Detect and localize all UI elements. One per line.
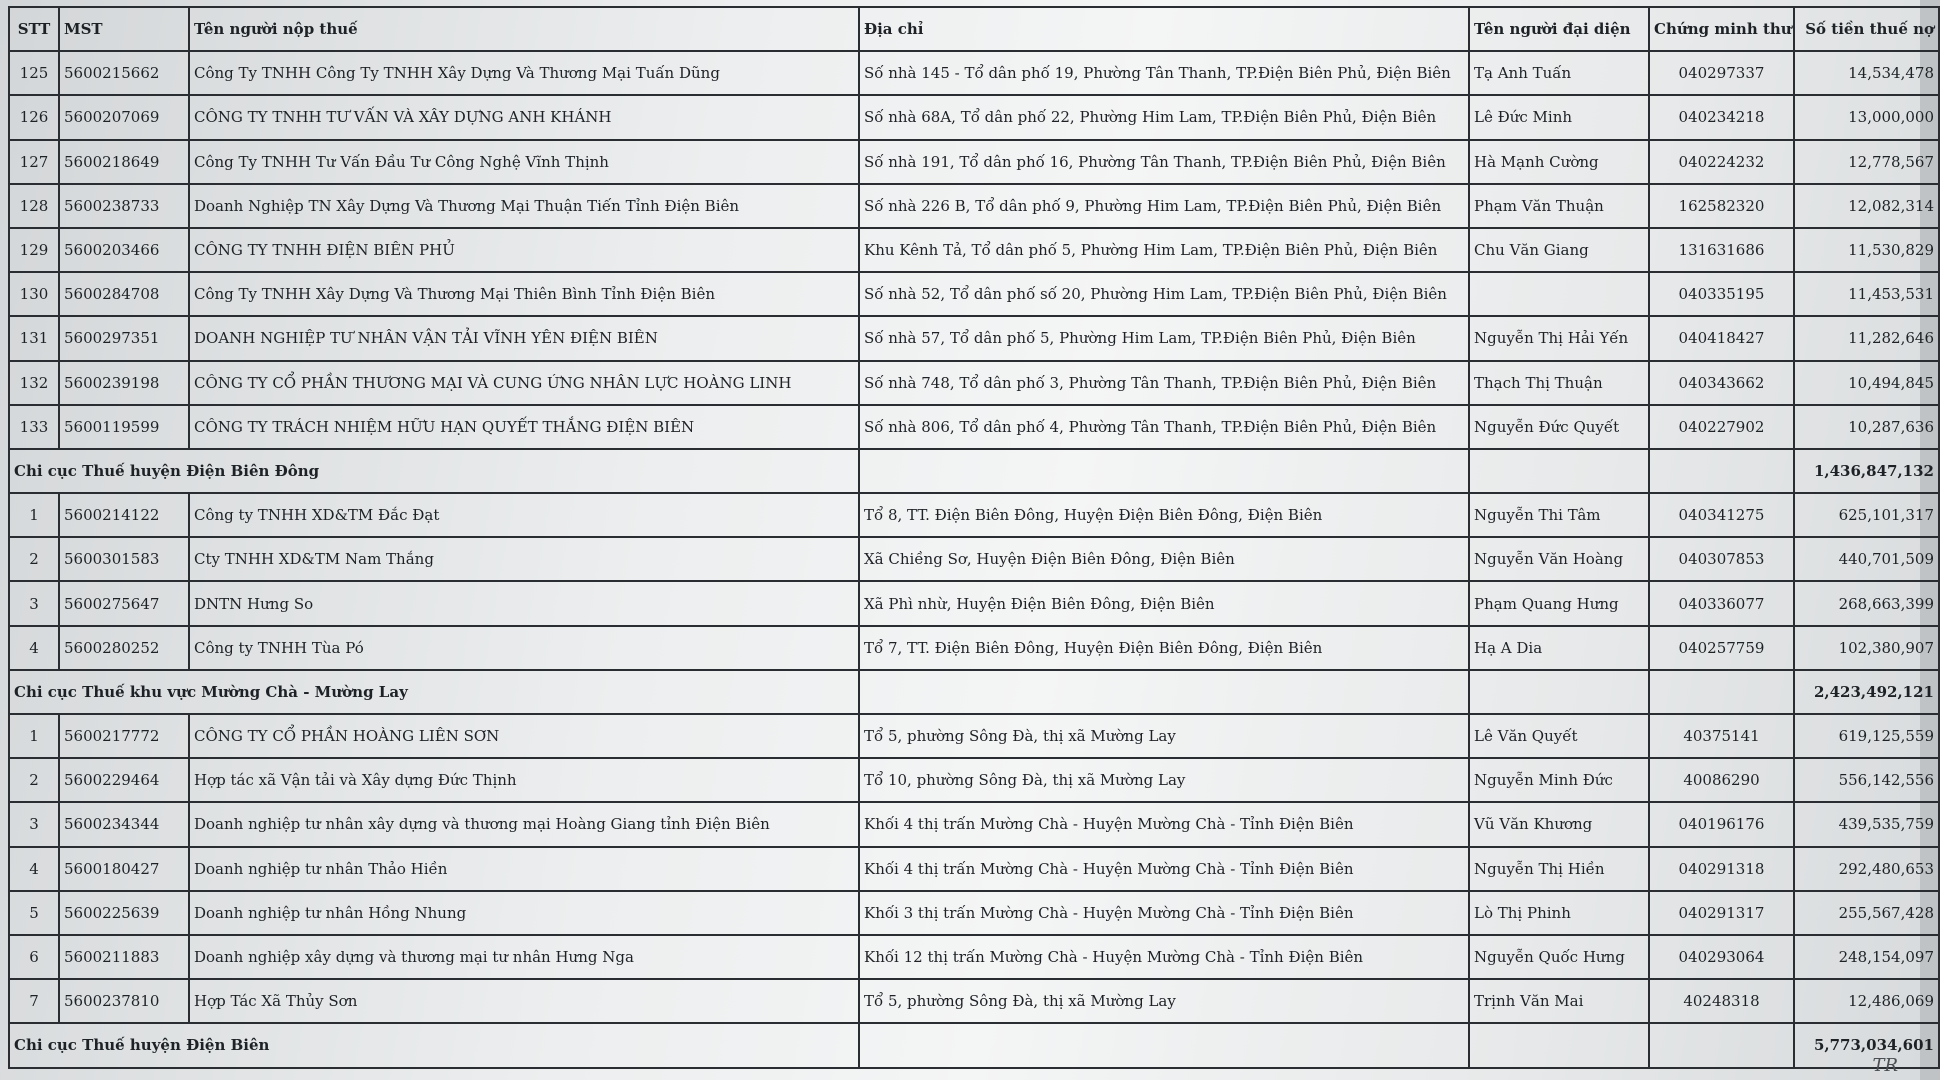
debt-cell: 556,142,556: [1794, 758, 1939, 802]
group-name-cell: Chi cục Thuế huyện Điện Biên: [9, 1023, 859, 1067]
mst-cell: 5600180427: [59, 847, 189, 891]
taxpayer-name-cell: Doanh nghiệp tư nhân Thảo Hiền: [189, 847, 859, 891]
taxpayer-name-cell: Công ty TNHH XD&TM Đắc Đạt: [189, 493, 859, 537]
mst-cell: 5600225639: [59, 891, 189, 935]
address-cell: Xã Phì nhừ, Huyện Điện Biên Đông, Điện Biên: [859, 581, 1469, 625]
taxpayer-name-cell: Công Ty TNHH Tư Vấn Đầu Tư Công Nghệ Vĩnh Thịnh: [189, 140, 859, 184]
empty-cell: [1469, 449, 1649, 493]
id-card-cell: 040291318: [1649, 847, 1794, 891]
id-card-cell: 040293064: [1649, 935, 1794, 979]
stt-cell: 1: [9, 493, 59, 537]
mst-cell: 5600218649: [59, 140, 189, 184]
representative-cell: Nguyễn Thi Tâm: [1469, 493, 1649, 537]
taxpayer-name-cell: Hợp Tác Xã Thủy Sơn: [189, 979, 859, 1023]
taxpayer-name-cell: CÔNG TY TNHH ĐIỆN BIÊN PHỦ: [189, 228, 859, 272]
table-row: [9, 891, 1939, 935]
address-cell: Số nhà 57, Tổ dân phố 5, Phường Him Lam, TP.Điện Biên Phủ, Điện Biên: [859, 316, 1469, 360]
table-row: [9, 847, 1939, 891]
id-card-cell: 040336077: [1649, 581, 1794, 625]
mst-cell: 5600297351: [59, 316, 189, 360]
address-cell: Số nhà 226 B, Tổ dân phố 9, Phường Him Lam, TP.Điện Biên Phủ, Điện Biên: [859, 184, 1469, 228]
stt-cell: 128: [9, 184, 59, 228]
group-row: [9, 449, 1939, 493]
empty-cell: [1469, 670, 1649, 714]
mst-cell: 5600280252: [59, 626, 189, 670]
stt-cell: 1: [9, 714, 59, 758]
id-card-cell: 040335195: [1649, 272, 1794, 316]
mst-cell: 5600301583: [59, 537, 189, 581]
mst-cell: 5600275647: [59, 581, 189, 625]
mst-cell: 5600215662: [59, 51, 189, 95]
taxpayer-name-cell: Doanh nghiệp xây dựng và thương mại tư nhân Hưng Nga: [189, 935, 859, 979]
id-card-cell: 040257759: [1649, 626, 1794, 670]
address-cell: Số nhà 191, Tổ dân phố 16, Phường Tân Thanh, TP.Điện Biên Phủ, Điện Biên: [859, 140, 1469, 184]
representative-cell: Hạ A Dia: [1469, 626, 1649, 670]
table-row: [9, 51, 1939, 95]
stt-cell: 132: [9, 361, 59, 405]
debt-cell: 14,534,478: [1794, 51, 1939, 95]
debt-cell: 619,125,559: [1794, 714, 1939, 758]
header-stt: STT: [9, 7, 59, 51]
debt-cell: 439,535,759: [1794, 802, 1939, 846]
address-cell: Tổ 7, TT. Điện Biên Đông, Huyện Điện Biên Đông, Điện Biên: [859, 626, 1469, 670]
taxpayer-name-cell: Hợp tác xã Vận tải và Xây dựng Đức Thịnh: [189, 758, 859, 802]
header-address: Địa chỉ: [859, 7, 1469, 51]
representative-cell: Trịnh Văn Mai: [1469, 979, 1649, 1023]
id-card-cell: 40248318: [1649, 979, 1794, 1023]
taxpayer-name-cell: CÔNG TY CỔ PHẦN HOÀNG LIÊN SƠN: [189, 714, 859, 758]
representative-cell: Nguyễn Thị Hiền: [1469, 847, 1649, 891]
stt-cell: 133: [9, 405, 59, 449]
empty-cell: [1469, 1023, 1649, 1067]
debt-cell: 12,486,069: [1794, 979, 1939, 1023]
debt-cell: 292,480,653: [1794, 847, 1939, 891]
debt-cell: 12,778,567: [1794, 140, 1939, 184]
table-row: [9, 361, 1939, 405]
address-cell: Tổ 10, phường Sông Đà, thị xã Mường Lay: [859, 758, 1469, 802]
address-cell: Số nhà 145 - Tổ dân phố 19, Phường Tân Thanh, TP.Điện Biên Phủ, Điện Biên: [859, 51, 1469, 95]
table-row: [9, 493, 1939, 537]
id-card-cell: 040224232: [1649, 140, 1794, 184]
stt-cell: 125: [9, 51, 59, 95]
taxpayer-name-cell: Cty TNHH XD&TM Nam Thắng: [189, 537, 859, 581]
id-card-cell: 162582320: [1649, 184, 1794, 228]
stt-cell: 3: [9, 802, 59, 846]
address-cell: Số nhà 748, Tổ dân phố 3, Phường Tân Thanh, TP.Điện Biên Phủ, Điện Biên: [859, 361, 1469, 405]
id-card-cell: 040291317: [1649, 891, 1794, 935]
representative-cell: Lê Văn Quyết: [1469, 714, 1649, 758]
taxpayer-name-cell: Doanh nghiệp tư nhân Hồng Nhung: [189, 891, 859, 935]
debt-cell: 440,701,509: [1794, 537, 1939, 581]
taxpayer-name-cell: CÔNG TY TRÁCH NHIỆM HỮU HẠN QUYẾT THẮNG ĐIỆN BIÊN: [189, 405, 859, 449]
representative-cell: Thạch Thị Thuận: [1469, 361, 1649, 405]
representative-cell: Nguyễn Thị Hải Yến: [1469, 316, 1649, 360]
representative-cell: Phạm Văn Thuận: [1469, 184, 1649, 228]
mst-cell: 5600284708: [59, 272, 189, 316]
empty-cell: [1649, 670, 1794, 714]
table-row: [9, 935, 1939, 979]
group-row: [9, 670, 1939, 714]
taxpayer-name-cell: Công ty TNHH Tùa Pó: [189, 626, 859, 670]
debt-cell: 12,082,314: [1794, 184, 1939, 228]
table-row: [9, 272, 1939, 316]
mst-cell: 5600237810: [59, 979, 189, 1023]
mst-cell: 5600203466: [59, 228, 189, 272]
address-cell: Số nhà 806, Tổ dân phố 4, Phường Tân Thanh, TP.Điện Biên Phủ, Điện Biên: [859, 405, 1469, 449]
debt-cell: 13,000,000: [1794, 95, 1939, 139]
table-row: [9, 979, 1939, 1023]
stt-cell: 131: [9, 316, 59, 360]
address-cell: Tổ 5, phường Sông Đà, thị xã Mường Lay: [859, 714, 1469, 758]
debt-cell: 10,494,845: [1794, 361, 1939, 405]
representative-cell: Chu Văn Giang: [1469, 228, 1649, 272]
mst-cell: 5600211883: [59, 935, 189, 979]
mst-cell: 5600239198: [59, 361, 189, 405]
stt-cell: 7: [9, 979, 59, 1023]
table-row: [9, 626, 1939, 670]
mst-cell: 5600234344: [59, 802, 189, 846]
table-row: [9, 184, 1939, 228]
table-row: [9, 537, 1939, 581]
id-card-cell: 040343662: [1649, 361, 1794, 405]
table-row: [9, 228, 1939, 272]
address-cell: Khối 4 thị trấn Mường Chà - Huyện Mường Chà - Tỉnh Điện Biên: [859, 802, 1469, 846]
debt-cell: 625,101,317: [1794, 493, 1939, 537]
debt-cell: 268,663,399: [1794, 581, 1939, 625]
header-id-card: Chứng minh thư: [1649, 7, 1794, 51]
stt-cell: 129: [9, 228, 59, 272]
representative-cell: Lê Đức Minh: [1469, 95, 1649, 139]
address-cell: Số nhà 52, Tổ dân phố số 20, Phường Him Lam, TP.Điện Biên Phủ, Điện Biên: [859, 272, 1469, 316]
table-row: [9, 581, 1939, 625]
taxpayer-name-cell: CÔNG TY CỔ PHẦN THƯƠNG MẠI VÀ CUNG ỨNG NHÂN LỰC HOÀNG LINH: [189, 361, 859, 405]
representative-cell: Nguyễn Đức Quyết: [1469, 405, 1649, 449]
representative-cell: Hà Mạnh Cường: [1469, 140, 1649, 184]
header-debt: Số tiền thuế nợ: [1794, 7, 1939, 51]
stt-cell: 3: [9, 581, 59, 625]
id-card-cell: 131631686: [1649, 228, 1794, 272]
address-cell: Tổ 8, TT. Điện Biên Đông, Huyện Điện Biên Đông, Điện Biên: [859, 493, 1469, 537]
address-cell: Khối 3 thị trấn Mường Chà - Huyện Mường Chà - Tỉnh Điện Biên: [859, 891, 1469, 935]
address-cell: Khối 12 thị trấn Mường Chà - Huyện Mường Chà - Tỉnh Điện Biên: [859, 935, 1469, 979]
header-name: Tên người nộp thuế: [189, 7, 859, 51]
debt-cell: 11,282,646: [1794, 316, 1939, 360]
id-card-cell: 040234218: [1649, 95, 1794, 139]
mst-cell: 5600214122: [59, 493, 189, 537]
table-row: [9, 714, 1939, 758]
group-row: [9, 1023, 1939, 1067]
id-card-cell: 040297337: [1649, 51, 1794, 95]
table-row: [9, 316, 1939, 360]
address-cell: Xã Chiềng Sơ, Huyện Điện Biên Đông, Điện Biên: [859, 537, 1469, 581]
empty-cell: [1649, 1023, 1794, 1067]
stt-cell: 130: [9, 272, 59, 316]
mst-cell: 5600119599: [59, 405, 189, 449]
debt-cell: 248,154,097: [1794, 935, 1939, 979]
stt-cell: 2: [9, 758, 59, 802]
group-total-cell: 5,773,034,601: [1794, 1023, 1939, 1067]
group-total-cell: 1,436,847,132: [1794, 449, 1939, 493]
taxpayer-name-cell: Công Ty TNHH Xây Dựng Và Thương Mại Thiên Bình Tỉnh Điện Biên: [189, 272, 859, 316]
group-name-cell: Chi cục Thuế khu vực Mường Chà - Mường Lay: [9, 670, 859, 714]
stt-cell: 4: [9, 626, 59, 670]
header-mst: MST: [59, 7, 189, 51]
table-row: [9, 758, 1939, 802]
address-cell: Số nhà 68A, Tổ dân phố 22, Phường Him Lam, TP.Điện Biên Phủ, Điện Biên: [859, 95, 1469, 139]
table-row: [9, 802, 1939, 846]
stt-cell: 6: [9, 935, 59, 979]
representative-cell: Nguyễn Quốc Hưng: [1469, 935, 1649, 979]
taxpayer-name-cell: DNTN Hưng So: [189, 581, 859, 625]
debt-cell: 255,567,428: [1794, 891, 1939, 935]
stt-cell: 126: [9, 95, 59, 139]
handwritten-initials: TR: [1872, 1055, 1898, 1076]
header-representative: Tên người đại diện: [1469, 7, 1649, 51]
table-row: [9, 405, 1939, 449]
debt-cell: 10,287,636: [1794, 405, 1939, 449]
representative-cell: Phạm Quang Hưng: [1469, 581, 1649, 625]
stt-cell: 127: [9, 140, 59, 184]
stt-cell: 4: [9, 847, 59, 891]
address-cell: Khu Kênh Tả, Tổ dân phố 5, Phường Him Lam, TP.Điện Biên Phủ, Điện Biên: [859, 228, 1469, 272]
representative-cell: [1469, 272, 1649, 316]
empty-cell: [1649, 449, 1794, 493]
taxpayer-name-cell: DOANH NGHIỆP TƯ NHÂN VẬN TẢI VĨNH YÊN ĐIỆN BIÊN: [189, 316, 859, 360]
representative-cell: Nguyễn Văn Hoàng: [1469, 537, 1649, 581]
address-cell: Tổ 5, phường Sông Đà, thị xã Mường Lay: [859, 979, 1469, 1023]
mst-cell: 5600207069: [59, 95, 189, 139]
taxpayer-name-cell: Doanh nghiệp tư nhân xây dựng và thương mại Hoàng Giang tỉnh Điện Biên: [189, 802, 859, 846]
table-row: [9, 95, 1939, 139]
id-card-cell: 040196176: [1649, 802, 1794, 846]
id-card-cell: 040227902: [1649, 405, 1794, 449]
id-card-cell: 040418427: [1649, 316, 1794, 360]
taxpayer-name-cell: CÔNG TY TNHH TƯ VẤN VÀ XÂY DỰNG ANH KHÁNH: [189, 95, 859, 139]
tax-debt-table: [8, 6, 1940, 1069]
mst-cell: 5600229464: [59, 758, 189, 802]
empty-cell: [859, 1023, 1469, 1067]
empty-cell: [859, 449, 1469, 493]
debt-cell: 102,380,907: [1794, 626, 1939, 670]
mst-cell: 5600217772: [59, 714, 189, 758]
representative-cell: Lò Thị Phinh: [1469, 891, 1649, 935]
header-row: [9, 7, 1939, 51]
table-row: [9, 140, 1939, 184]
id-card-cell: 040341275: [1649, 493, 1794, 537]
representative-cell: Nguyễn Minh Đức: [1469, 758, 1649, 802]
taxpayer-name-cell: Doanh Nghiệp TN Xây Dựng Và Thương Mại Thuận Tiến Tỉnh Điện Biên: [189, 184, 859, 228]
mst-cell: 5600238733: [59, 184, 189, 228]
representative-cell: Tạ Anh Tuấn: [1469, 51, 1649, 95]
group-total-cell: 2,423,492,121: [1794, 670, 1939, 714]
stt-cell: 2: [9, 537, 59, 581]
id-card-cell: 40375141: [1649, 714, 1794, 758]
group-name-cell: Chi cục Thuế huyện Điện Biên Đông: [9, 449, 859, 493]
debt-cell: 11,453,531: [1794, 272, 1939, 316]
id-card-cell: 40086290: [1649, 758, 1794, 802]
empty-cell: [859, 670, 1469, 714]
representative-cell: Vũ Văn Khương: [1469, 802, 1649, 846]
stt-cell: 5: [9, 891, 59, 935]
address-cell: Khối 4 thị trấn Mường Chà - Huyện Mường Chà - Tỉnh Điện Biên: [859, 847, 1469, 891]
id-card-cell: 040307853: [1649, 537, 1794, 581]
taxpayer-name-cell: Công Ty TNHH Công Ty TNHH Xây Dựng Và Thương Mại Tuấn Dũng: [189, 51, 859, 95]
debt-cell: 11,530,829: [1794, 228, 1939, 272]
